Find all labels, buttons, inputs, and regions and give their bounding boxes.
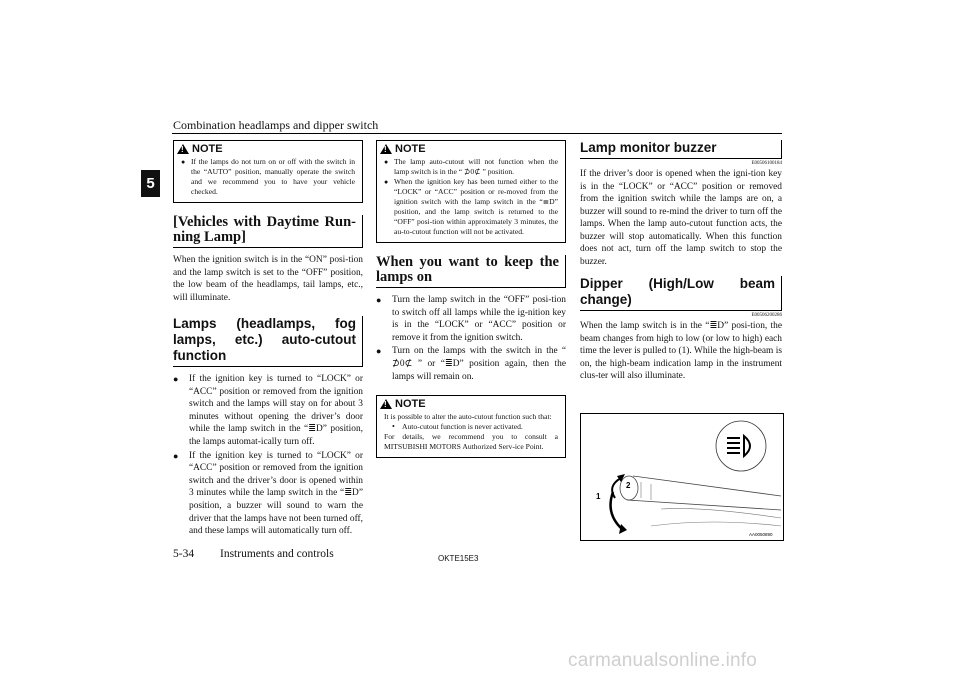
bullet-item: ● If the ignition key is turned to “LOCK” or “ACC” position or removed from the ignition switch and the driver’s door is opened within 3 minutes while the lamp switch in the “≣D” position, a buzzer will sound to warn the driver that the lamps have not been turned off, and these lamps will automatically turn off. — [173, 450, 363, 538]
note-header — [380, 398, 558, 410]
page-number: 5-34 — [173, 548, 195, 560]
note-header — [380, 143, 558, 155]
running-header: Combination headlamps and dipper switch — [173, 118, 379, 132]
note-box-1 — [173, 140, 363, 203]
lever-illustration — [581, 414, 783, 540]
figure-label-2: 2 — [626, 481, 631, 490]
warning-icon — [380, 144, 392, 154]
lever-shape — [620, 476, 781, 526]
warning-icon — [380, 399, 392, 409]
note-box-2 — [376, 140, 566, 243]
note-text: It is possible to alter the auto-cutout function such that: — [384, 412, 552, 422]
note-label: NOTE — [192, 143, 223, 155]
dipper-switch-figure — [580, 413, 784, 541]
section-heading-buzzer: Lamp monitor buzzer — [580, 140, 782, 159]
footer-doc-code: OKTE15E3 — [438, 554, 479, 563]
note-label: NOTE — [395, 398, 426, 411]
section-heading-dipper: Dipper (High/Low beam change) — [580, 276, 782, 311]
figure-label-1: 1 — [596, 492, 601, 501]
section-heading-auto-cutout: Lamps (headlamps, fog lamps, etc.) auto-cutout function — [173, 316, 363, 367]
section-code: E00506100184 — [751, 161, 782, 166]
column-3 — [580, 140, 782, 387]
footer-section-title: Instruments and controls — [220, 548, 334, 560]
bullet-item: ● If the ignition key is turned to “LOCK” or “ACC” position or removed from the ignition switch and the lamps will stay on for about 3 minutes without opening the driver’s door while the lamp switch in the “≣D” position, the lamps automat-ically turn off. — [173, 373, 363, 449]
figure-code: AA0050890 — [749, 532, 773, 537]
column-1 — [173, 140, 363, 539]
note-item: ● If the lamps do not turn on or off with the switch in the “AUTO” position, manually operate the switch and we recommend you to have your vehicle checked. — [181, 157, 355, 197]
note-header — [177, 143, 355, 155]
bullet-item: ● Turn the lamp switch in the “OFF” posi-tion to switch off all lamps while the ig-nition key is in the “LOCK” or “ACC” position or remove it from the ignition switch. — [376, 294, 566, 344]
drl-body: When the ignition switch is in the “ON” posi-tion and the lamp switch is set to the “OFF” position, the low beam of the headlamps, tail lamps, etc., will illuminate. — [173, 255, 363, 303]
note-sub-item: • Auto-cutout function is never activated. — [384, 422, 558, 432]
chapter-tab: 5 — [141, 170, 160, 197]
note-label: NOTE — [395, 143, 426, 155]
note-text: For details, we recommend you to consult a MITSUBISHI MOTORS Authorized Serv-ice Point. — [384, 432, 558, 452]
note-item: ● The lamp auto-cutout will not function when the lamp switch is in the “ ⊅0⊄ ” position. — [384, 157, 558, 177]
note-box-3 — [376, 395, 566, 458]
section-heading-keep-lamps-on: When you want to keep the lamps on — [376, 255, 566, 288]
section-heading-drl: [Vehicles with Daytime Run-ning Lamp] — [173, 215, 363, 248]
dipper-body: When the lamp switch is in the “≣D” posi-tion, the beam changes from high to low (or low to high) each time the lever is pulled to (1). While the high-beam is on, the high-beam indication lamp in the instrument clus-ter will also illuminate. — [580, 321, 782, 381]
watermark: carmanualsonline.info — [568, 650, 758, 671]
bullet-item: ● Turn on the lamps with the switch in the “ ⊅0⊄ ” or “≣D” position again, then the lamps will remain on. — [376, 345, 566, 383]
high-beam-icon — [716, 421, 766, 471]
buzzer-body: If the driver’s door is opened when the igni-tion key is in the “LOCK” or “ACC” position or removed from the ignition switch while the lamps are on, a buzzer will sound to re-mind the driver to turn off the lamps. When the lamp auto-cutout function acts, the buzzer will stop automatically. When this function does not act, turn off the lamp switch to stop the buzzer. — [580, 169, 782, 267]
column-2 — [376, 140, 566, 458]
note-item: ● When the ignition key has been turned either to the “LOCK” or “ACC” position or re-moved from the ignition switch with the lamp switch in the “≣D” position, and the lamp switch is returned to the “OFF” posi-tion within approximately 3 minutes, the au-to-cutout function will not be activated. — [384, 177, 558, 237]
header-rule — [172, 133, 782, 134]
section-code: E00506200286 — [751, 313, 782, 318]
warning-icon — [177, 144, 189, 154]
